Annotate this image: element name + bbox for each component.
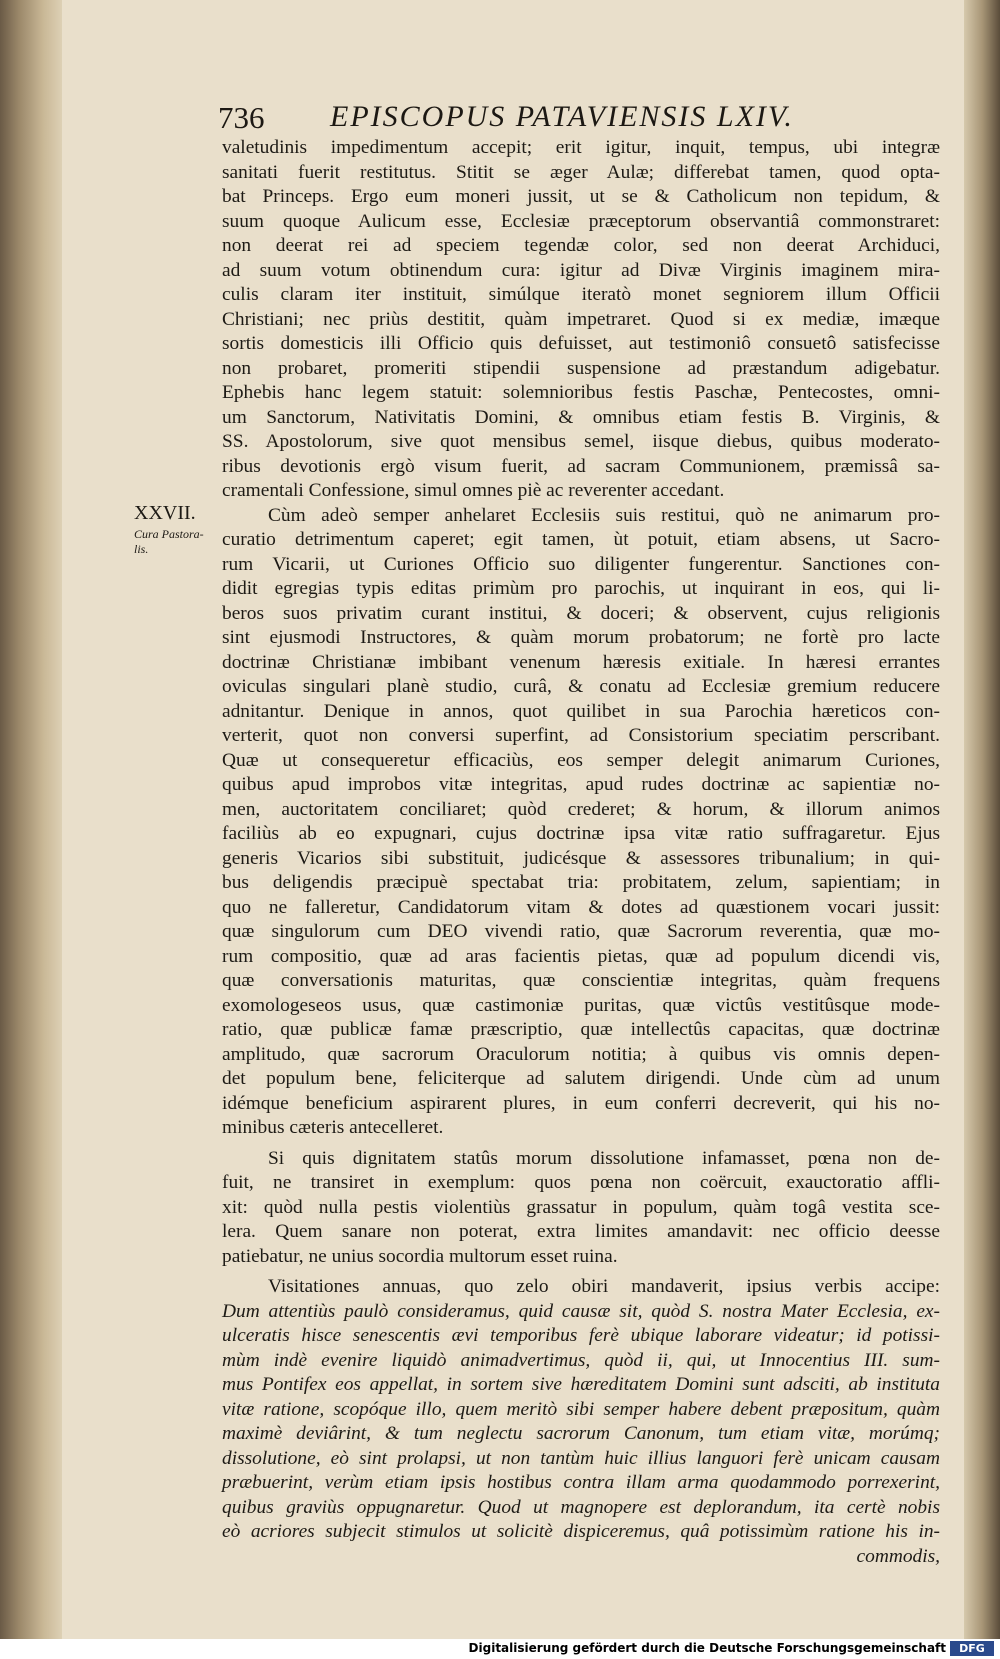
text-line: minibus cæteris antecelleret. <box>222 1117 444 1138</box>
page-number: 736 <box>218 100 265 135</box>
text-line: eò acriores subjecit stimulos ut solicitè dispiceremus, quâ potissimùm ratione his in- <box>222 1521 940 1542</box>
text-line: rum compositio, quæ ad aras facientis pietas, quæ ad populum dicendi vis, <box>222 945 940 967</box>
running-title: EPISCOPUS PATAVIENSIS LXIV. <box>330 100 794 133</box>
text-line: men, auctoritatem conciliaret; quòd crederet; & horum, & illorum animos <box>222 798 940 820</box>
text-line: fuit, ne transiret in exemplum: quos pœna non coërcuit, exauctoratio affli- <box>222 1172 940 1193</box>
text-line: Si quis dignitatem statûs morum dissolutione infamasset, pœna non de- <box>268 1147 940 1169</box>
text-line: ad suum votum obtinendum cura: igitur ad Divæ Virginis imaginem mira- <box>222 259 940 281</box>
text-line: dissolutione, eò sint prolapsi, ut non tantùm huic illius languori ferè unicam causam <box>222 1447 940 1469</box>
book-edge-right <box>964 0 1000 1659</box>
text-line: vitæ ratione, scopóque illo, quem meritò sibi semper habere debent præpositum, quàm <box>222 1398 940 1420</box>
text-line: non probaret, promeriti stipendii suspensione ad præstandum adigebatur. <box>222 357 940 379</box>
text-line: exomologeseos usus, quæ castimoniæ puritas, quæ victûs vestitûsque mode- <box>222 994 940 1016</box>
text-line: maximè deviârint, & tum neglectu sacrorum Canonum, tum etiam vitæ, morúmq; <box>222 1423 940 1444</box>
text-line: quæ singulorum cum DEO vivendi ratio, quæ Sacrorum reverentia, quæ mo- <box>222 921 940 942</box>
paragraph-3 <box>222 1147 940 1270</box>
paragraph-2 <box>222 504 940 1141</box>
text-line: Ephebis hanc legem statuit: solemnioribus festis Paschæ, Pentecostes, omni- <box>222 382 940 403</box>
text-line: Cùm adeò semper anhelaret Ecclesiis suis restitui, quò ne animarum pro- <box>268 504 940 526</box>
text-line: sanitati fuerit restitutus. Stitit se æger Aulæ; differebat tamen, quod opta- <box>222 161 940 183</box>
text-line: non deerat rei ad speciem tegendæ color, sed non deerat Archiduci, <box>222 235 940 256</box>
text-line: Visitationes annuas, quo zelo obiri mandaverit, ipsius verbis accipe: <box>268 1276 940 1297</box>
text-line: SS. Apostolorum, sive quot mensibus semel, iisque diebus, quibus moderato- <box>222 431 940 452</box>
text-line: quo ne falleretur, Candidatorum vitam & dotes ad quæstionem vocari jussit: <box>222 896 940 918</box>
text-line: det populum bene, feliciterque ad salutem dirigendi. Unde cùm ad unum <box>222 1068 940 1089</box>
text-line: lera. Quem sanare non poterat, extra limites amandavit: nec officio deesse <box>222 1221 940 1242</box>
text-line: generis Vicarios sibi substituit, judicésque & assessores tribunalium; in qui- <box>222 847 940 869</box>
text-line: bat Princeps. Ergo eum moneri jussit, ut se & Catholicum non tepidum, & <box>222 186 940 207</box>
dfg-logo: DFG <box>950 1641 994 1656</box>
text-line: um Sanctorum, Nativitatis Domini, & omnibus etiam festis B. Virginis, & <box>222 406 940 428</box>
text-line: verterit, quot non conversi superfint, ad Consistorium speciatim perscribant. <box>222 725 940 746</box>
text-line: patiebatur, ne unius socordia multorum esset ruina. <box>222 1245 618 1267</box>
text-line: sint ejusmodi Instructores, & quàm morum probatorum; ne fortè pro lacte <box>222 627 940 648</box>
text-line: cramentali Confessione, simul omnes piè ac reverenter accedant. <box>222 480 725 501</box>
text-line: præbuerint, verùm etiam ipsis hostibus contra illam arma quodammodo porrexerint, <box>222 1472 940 1493</box>
text-line: Quæ ut consequeretur efficaciùs, eos semper delegit animarum Curiones, <box>222 749 940 771</box>
text-line: ulceratis hisce senescentis ævi temporibus ferè ubique laborare videatur; id potissi- <box>222 1325 940 1346</box>
catchword: commodis, <box>856 1545 940 1567</box>
text-line: faciliùs ab eo expugnari, cujus doctrinæ ipsa vitæ ratio suffragaretur. Ejus <box>222 823 940 844</box>
text-line: mus Pontifex eos appellat, in sortem sive hæreditatem Domini sunt adsciti, ab instituta <box>222 1374 940 1395</box>
text-line: doctrinæ Christianæ imbibant venenum hæresis exitiale. In hæresi errantes <box>222 651 940 673</box>
text-line: mùm indè evenire liquidò animadvertimus, quòd ii, qui, ut Innocentius III. sum- <box>222 1349 940 1371</box>
text-line: bus deligendis præcipuè spectabat tria: probitatem, zelum, sapientiam; in <box>222 872 940 893</box>
text-line: quibus graviùs oppugnaretur. Quod ut magnopere est deplorandum, ita certè nobis <box>222 1496 940 1518</box>
text-line: ratio, quæ publicæ famæ præscriptio, quæ intellectûs capacitas, quæ doctrinæ <box>222 1019 940 1040</box>
text-line: Christiani; nec priùs destitit, quàm impetraret. Quod si ex mediæ, imæque <box>222 308 940 330</box>
text-line: quibus apud improbos vitæ integritas, apud rudes doctrinæ ac sapientiæ no- <box>222 774 940 795</box>
text-line: Dum attentiùs paulò consideramus, quid causæ sit, quòd S. nostra Mater Ecclesia, ex- <box>222 1300 940 1322</box>
footer-bar <box>0 1639 1000 1659</box>
text-line: xit: quòd nulla pestis violentiùs grassatur in populum, quàm togâ vestita sce- <box>222 1196 940 1218</box>
text-line: amplitudo, quæ sacrorum Oraculorum notitia; à quibus vis omnis depen- <box>222 1043 940 1065</box>
text-line: oviculas singulari planè studio, curâ, & conatu ad Ecclesiæ gremium reducere <box>222 676 940 697</box>
marginal-section-number: XXVII. <box>134 502 196 524</box>
text-line: adnitantur. Denique in annos, quot quilibet in sua Parochia hæreticos con- <box>222 700 940 722</box>
text-line: ribus devotionis ergò visum fuerit, ad sacram Communionem, præmissâ sa- <box>222 455 940 477</box>
text-line: curatio detrimentum caperet; egit tamen, ùt potuit, etiam absens, ut Sacro- <box>222 529 940 550</box>
paragraph-1 <box>222 136 940 504</box>
funding-notice: Digitalisierung gefördert durch die Deutsche Forschungsgemeinschaft <box>468 1641 946 1655</box>
text-line: quæ conversationis maturitas, quæ conscientiæ integritas, quàm frequens <box>222 970 940 991</box>
paragraph-4-quote <box>222 1300 940 1545</box>
text-line: suum quoque Aulicum esse, Ecclesiæ præceptorum observantiâ commonstraret: <box>222 210 940 232</box>
paragraph-4 <box>222 1275 940 1300</box>
text-line: sortis domesticis illi Officio quis defuisset, aut testimoniô consuetô satisfecisse <box>222 333 940 354</box>
page-header <box>218 100 938 140</box>
text-line: didit egregias typis editas primùm pro parochis, ut inquirant in eos, qui li- <box>222 578 940 599</box>
body-text <box>222 136 940 1569</box>
text-line: idémque beneficium aspirarent plures, in eum conferri decreverit, qui his no- <box>222 1092 940 1114</box>
text-line: rum Vicarii, ut Curiones Officio suo diligenter fungerentur. Sanctiones con- <box>222 553 940 575</box>
text-line: culis claram iter instituit, simúlque iteratò monet segniorem illum Officii <box>222 284 940 305</box>
book-edge-left <box>0 0 62 1659</box>
text-line: beros suos privatim curant institui, & doceri; & observent, cujus religionis <box>222 602 940 624</box>
marginal-section-label: Cura Pastora-lis. <box>134 527 204 556</box>
text-line: valetudinis impedimentum accepit; erit igitur, inquit, tempus, ubi integræ <box>222 137 940 158</box>
